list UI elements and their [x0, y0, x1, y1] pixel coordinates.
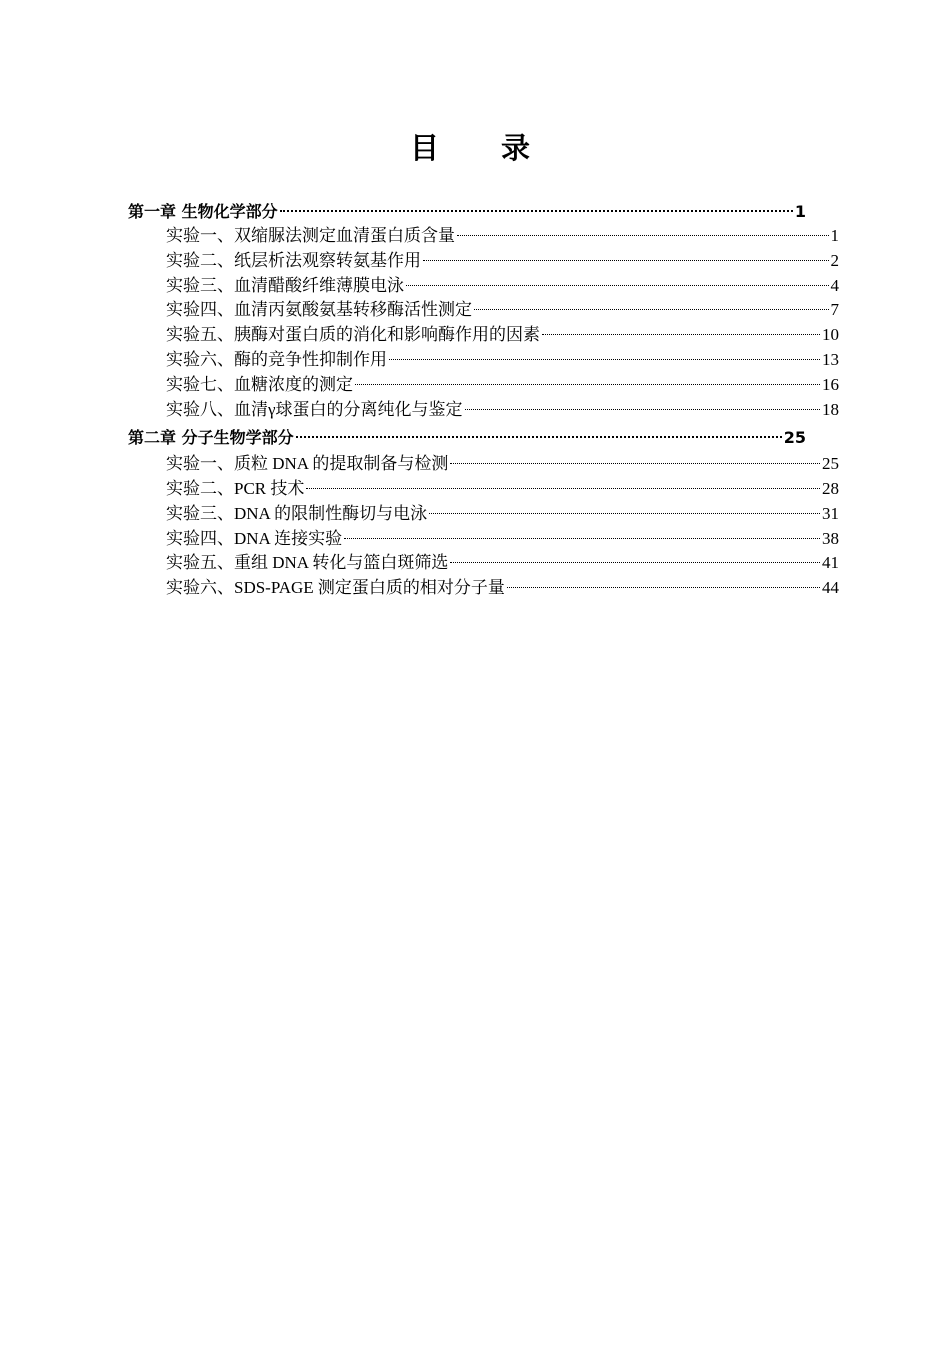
page-number: 44: [822, 578, 839, 597]
dot-leader: [429, 513, 820, 514]
toc-entry[interactable]: [166, 273, 839, 298]
dot-leader: [457, 235, 829, 236]
page-number: 25: [822, 454, 839, 473]
dot-leader: [389, 359, 820, 360]
dot-leader: [296, 436, 782, 438]
dot-leader: [355, 384, 820, 385]
toc-entry[interactable]: [166, 550, 839, 575]
toc-entry[interactable]: [166, 451, 839, 476]
page-number: 25: [783, 428, 806, 447]
dot-leader: [465, 409, 820, 410]
entry-title: 实验四、DNA 连接实验: [166, 529, 343, 548]
toc-entry[interactable]: [166, 397, 839, 422]
toc-entry[interactable]: [166, 223, 839, 248]
dot-leader: [344, 538, 820, 539]
dot-leader: [474, 309, 829, 310]
toc-entry[interactable]: [166, 297, 839, 322]
page-number: 1: [794, 202, 806, 221]
toc-entry[interactable]: [166, 248, 839, 273]
toc-entry[interactable]: [166, 347, 839, 372]
entry-title: 实验一、质粒 DNA 的提取制备与检测: [166, 454, 449, 473]
dot-leader: [507, 587, 820, 588]
dot-leader: [450, 463, 820, 464]
page-number: 38: [822, 529, 839, 548]
chapter-title: 第二章 分子生物学部分: [128, 428, 294, 447]
toc-chapter-2[interactable]: [128, 425, 806, 450]
page-number: 41: [822, 553, 839, 572]
dot-leader: [542, 334, 820, 335]
entry-title: 实验五、胰酶对蛋白质的消化和影响酶作用的因素: [166, 325, 540, 344]
chapter-title: 第一章 生物化学部分: [128, 202, 278, 221]
entry-title: 实验四、血清丙氨酸氨基转移酶活性测定: [166, 300, 472, 319]
entry-title: 实验六、SDS-PAGE 测定蛋白质的相对分子量: [166, 578, 505, 597]
toc-entry[interactable]: [166, 575, 839, 600]
dot-leader: [306, 488, 820, 489]
page-number: 4: [830, 276, 839, 295]
entry-title: 实验七、血糖浓度的测定: [166, 375, 353, 394]
page-number: 1: [830, 226, 839, 245]
page-number: 18: [822, 400, 839, 419]
entry-title: 实验六、酶的竞争性抑制作用: [166, 350, 387, 369]
dot-leader: [280, 210, 793, 212]
toc-entry[interactable]: [166, 476, 839, 501]
entry-title: 实验五、重组 DNA 转化与篮白斑筛选: [166, 553, 449, 572]
entry-title: 实验三、血清醋酸纤维薄膜电泳: [166, 276, 404, 295]
page-number: 16: [822, 375, 839, 394]
page-number: 2: [830, 251, 839, 270]
toc-entry[interactable]: [166, 372, 839, 397]
toc-entry[interactable]: [166, 526, 839, 551]
entry-title: 实验二、PCR 技术: [166, 479, 305, 498]
toc-entry[interactable]: [166, 501, 839, 526]
page-number: 31: [822, 504, 839, 523]
page-title: 目 录: [409, 131, 557, 165]
page-number: 28: [822, 479, 839, 498]
entry-title: 实验二、纸层析法观察转氨基作用: [166, 251, 421, 270]
page-number: 13: [822, 350, 839, 369]
entry-title: 实验八、血清γ球蛋白的分离纯化与鉴定: [166, 400, 463, 419]
entry-title: 实验一、双缩脲法测定血清蛋白质含量: [166, 226, 455, 245]
page-number: 7: [830, 300, 839, 319]
entry-title: 实验三、DNA 的限制性酶切与电泳: [166, 504, 428, 523]
page-number: 10: [822, 325, 839, 344]
dot-leader: [423, 260, 829, 261]
dot-leader: [406, 285, 829, 286]
dot-leader: [450, 562, 820, 563]
toc-entry[interactable]: [166, 322, 839, 347]
toc-chapter-1[interactable]: [128, 199, 806, 224]
